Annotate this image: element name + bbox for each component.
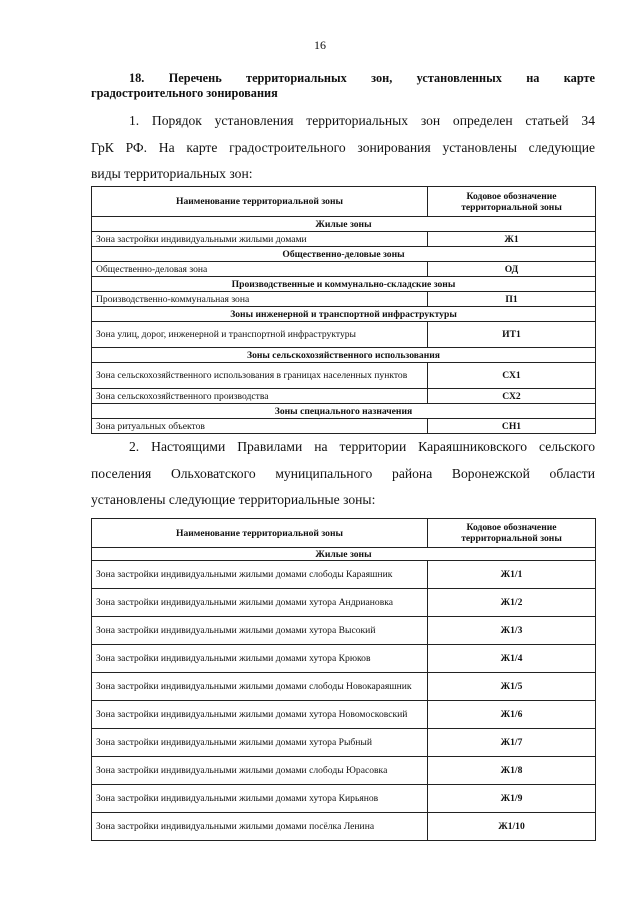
paragraph-1-line-3: виды территориальных зон: <box>91 166 253 181</box>
section-heading <box>91 71 595 101</box>
category-row <box>92 548 596 561</box>
table-row <box>92 262 596 277</box>
zone-name-cell: Зона застройки индивидуальными жилыми домами слободы Юрасовка <box>92 757 428 785</box>
header-zone-name: Наименование территориальной зоны <box>92 187 428 217</box>
table-row <box>92 389 596 404</box>
paragraph-1 <box>91 108 595 188</box>
zone-name-cell: Общественно-деловая зона <box>92 262 428 277</box>
zone-name-cell: Зона застройки индивидуальными жилыми домами <box>92 232 428 247</box>
zone-code-cell: ОД <box>428 262 596 277</box>
table-row <box>92 617 596 645</box>
table-header-row <box>92 187 596 217</box>
zone-code-cell: ИТ1 <box>428 322 596 348</box>
category-label: Производственные и коммунально-складские зоны <box>92 277 596 292</box>
zones-table-2 <box>91 518 596 841</box>
category-row <box>92 247 596 262</box>
section-heading-line-1: 18. Перечень территориальных зон, установленных на карте <box>129 71 595 85</box>
header-zone-name: Наименование территориальной зоны <box>92 519 428 548</box>
zone-name-cell: Зона застройки индивидуальными жилыми домами хутора Новомосковский <box>92 701 428 729</box>
header-zone-code-line-2: территориальной зоны <box>461 533 562 544</box>
category-row <box>92 404 596 419</box>
paragraph-1-line-2: ГрК РФ. На карте градостроительного зонирования установлены следующие <box>91 139 595 155</box>
zone-name-cell: Зона сельскохозяйственного использования в границах населенных пунктов <box>92 363 428 389</box>
table-row <box>92 419 596 434</box>
zone-name-cell: Зона застройки индивидуальными жилыми домами слободы Новокараяшник <box>92 673 428 701</box>
zone-code-cell: П1 <box>428 292 596 307</box>
table-row <box>92 292 596 307</box>
zone-code-cell: Ж1/6 <box>428 701 596 729</box>
paragraph-2 <box>91 434 595 514</box>
table-row <box>92 645 596 673</box>
zones-table-1 <box>91 186 596 434</box>
zone-name-cell: Зона ритуальных объектов <box>92 419 428 434</box>
zone-name-cell: Зона застройки индивидуальными жилыми домами хутора Кирьянов <box>92 785 428 813</box>
zone-code-cell: Ж1/8 <box>428 757 596 785</box>
zone-name-cell: Зона застройки индивидуальными жилыми домами хутора Высокий <box>92 617 428 645</box>
header-zone-code-line-1: Кодовое обозначение <box>466 522 557 533</box>
category-label: Зоны специального назначения <box>92 404 596 419</box>
table-row <box>92 363 596 389</box>
zone-code-cell: Ж1/5 <box>428 673 596 701</box>
zone-name-cell: Зона сельскохозяйственного производства <box>92 389 428 404</box>
zone-code-cell: Ж1/7 <box>428 729 596 757</box>
zone-code-cell: Ж1/2 <box>428 589 596 617</box>
page-number: 16 <box>314 38 326 52</box>
zone-code-cell: СХ1 <box>428 363 596 389</box>
table-row <box>92 322 596 348</box>
header-zone-code-line-1: Кодовое обозначение <box>466 190 557 202</box>
category-label: Жилые зоны <box>92 217 596 232</box>
paragraph-1-line-1: 1. Порядок установления территориальных зон определен статьей 34 <box>129 113 595 128</box>
category-label: Зоны сельскохозяйственного использования <box>92 348 596 363</box>
zone-code-cell: СН1 <box>428 419 596 434</box>
zone-code-cell: Ж1/4 <box>428 645 596 673</box>
zone-name-cell: Производственно-коммунальная зона <box>92 292 428 307</box>
table-row <box>92 729 596 757</box>
table-header-row <box>92 519 596 548</box>
category-row <box>92 217 596 232</box>
zone-name-cell: Зона застройки индивидуальными жилыми домами посёлка Ленина <box>92 813 428 841</box>
table-row <box>92 813 596 841</box>
zone-name-cell: Зона застройки индивидуальными жилыми домами хутора Рыбный <box>92 729 428 757</box>
category-row <box>92 277 596 292</box>
zone-code-cell: Ж1/10 <box>428 813 596 841</box>
zone-code-cell: Ж1/9 <box>428 785 596 813</box>
header-zone-code <box>428 187 596 217</box>
table-row <box>92 673 596 701</box>
section-heading-line-2: градостроительного зонирования <box>91 86 278 100</box>
table-row <box>92 701 596 729</box>
category-row <box>92 348 596 363</box>
header-zone-code <box>428 519 596 548</box>
paragraph-2-line-1: 2. Настоящими Правилами на территории Караяшниковского сельского <box>129 439 595 454</box>
paragraph-2-line-2: поселения Ольховатского муниципального района Воронежской области <box>91 465 595 481</box>
paragraph-2-line-3: установлены следующие территориальные зоны: <box>91 492 376 507</box>
category-row <box>92 307 596 322</box>
zone-name-cell: Зона застройки индивидуальными жилыми домами хутора Андриановка <box>92 589 428 617</box>
zone-name-cell: Зона застройки индивидуальными жилыми домами хутора Крюков <box>92 645 428 673</box>
table-row <box>92 757 596 785</box>
zone-name-cell: Зона улиц, дорог, инженерной и транспортной инфраструктуры <box>92 322 428 348</box>
category-label: Жилые зоны <box>92 548 596 561</box>
table-row <box>92 561 596 589</box>
zone-code-cell: Ж1/3 <box>428 617 596 645</box>
category-label: Общественно-деловые зоны <box>92 247 596 262</box>
table-row <box>92 589 596 617</box>
table-row <box>92 232 596 247</box>
header-zone-code-line-2: территориальной зоны <box>461 201 562 213</box>
zone-code-cell: СХ2 <box>428 389 596 404</box>
zone-name-cell: Зона застройки индивидуальными жилыми домами слободы Караяшник <box>92 561 428 589</box>
zone-code-cell: Ж1 <box>428 232 596 247</box>
zone-code-cell: Ж1/1 <box>428 561 596 589</box>
category-label: Зоны инженерной и транспортной инфраструктуры <box>92 307 596 322</box>
table-row <box>92 785 596 813</box>
